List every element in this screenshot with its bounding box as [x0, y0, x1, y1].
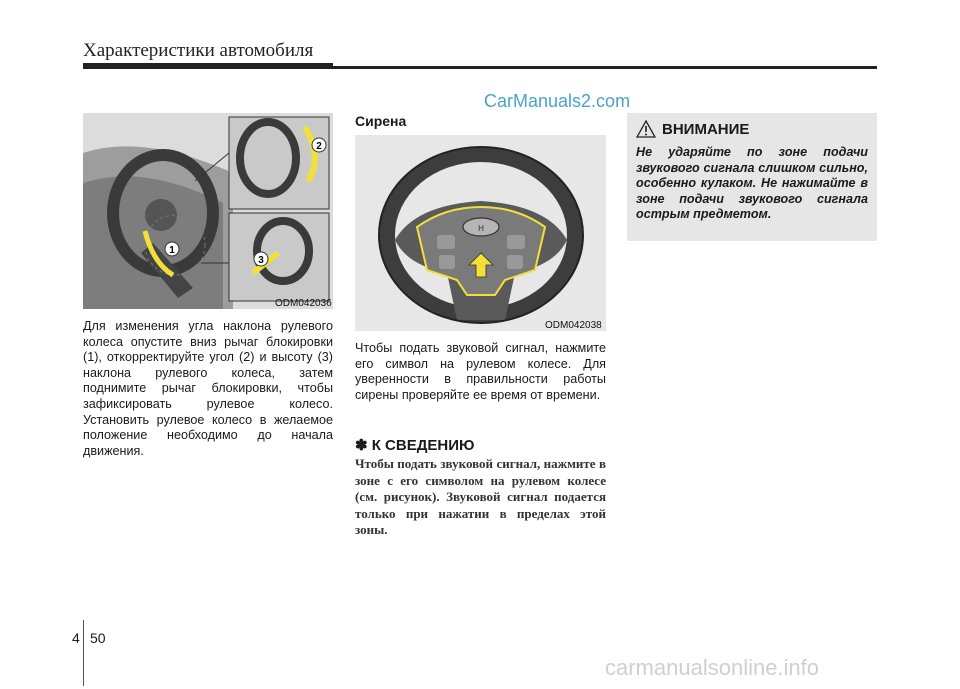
warning-triangle-icon: [636, 120, 656, 138]
horn-section-title: Сирена: [355, 113, 407, 129]
horn-paragraph: Чтобы подать звуковой сигнал, нажмите его символ на рулевом колесе. Для уверенности в правильности работы сирены проверяйте ее время от времени.: [355, 341, 606, 402]
header-rule: [83, 66, 877, 69]
footer-divider: [83, 620, 84, 686]
note-title: ✽ К СВЕДЕНИЮ: [355, 437, 475, 454]
steering-wheel-illustration: [355, 135, 606, 331]
steering-tilt-illustration: [83, 113, 333, 309]
page-header-title: Характеристики автомобиля: [83, 40, 314, 61]
note-text: Чтобы подать звуковой сигнал, нажмите в зоне с его символом на рулевом колесе (см. рисунок). Звуковой сигнал подается только при нажатии в пределах этой зоны.: [355, 456, 606, 537]
steering-tilt-figure: [83, 113, 333, 309]
callout-1: 1: [169, 245, 175, 256]
left-column-paragraph: Для изменения угла наклона рулевого колеса опустите вниз рычаг блокировки (1), откорректируйте угол (2) и высоту (3) наклона рулевого колеса, затем поднимите рычаг блокировки, чтобы зафиксировать рулевое колесо. Установить рулевое колесо в желаемое положение необходимо до начала движения.: [83, 319, 333, 458]
figure-code-left: ODM042036: [275, 298, 332, 309]
horn-figure: [355, 135, 606, 331]
warning-text: Не ударяйте по зоне подачи звукового сигнала слишком сильно, особенно кулаком. Не нажимайте в зоне подачи звукового сигнала острым предметом.: [636, 145, 868, 222]
figure-code-middle: ODM042038: [545, 320, 602, 331]
page-number: 50: [90, 630, 106, 646]
svg-text:H: H: [478, 224, 484, 233]
callout-2: 2: [316, 141, 322, 152]
callout-3: 3: [258, 255, 264, 266]
watermark-top[interactable]: CarManuals2.com: [484, 91, 631, 111]
watermark-bottom[interactable]: carmanualsonline.info: [605, 655, 820, 680]
chapter-number: 4: [72, 630, 80, 646]
warning-title: ВНИМАНИЕ: [662, 121, 750, 138]
